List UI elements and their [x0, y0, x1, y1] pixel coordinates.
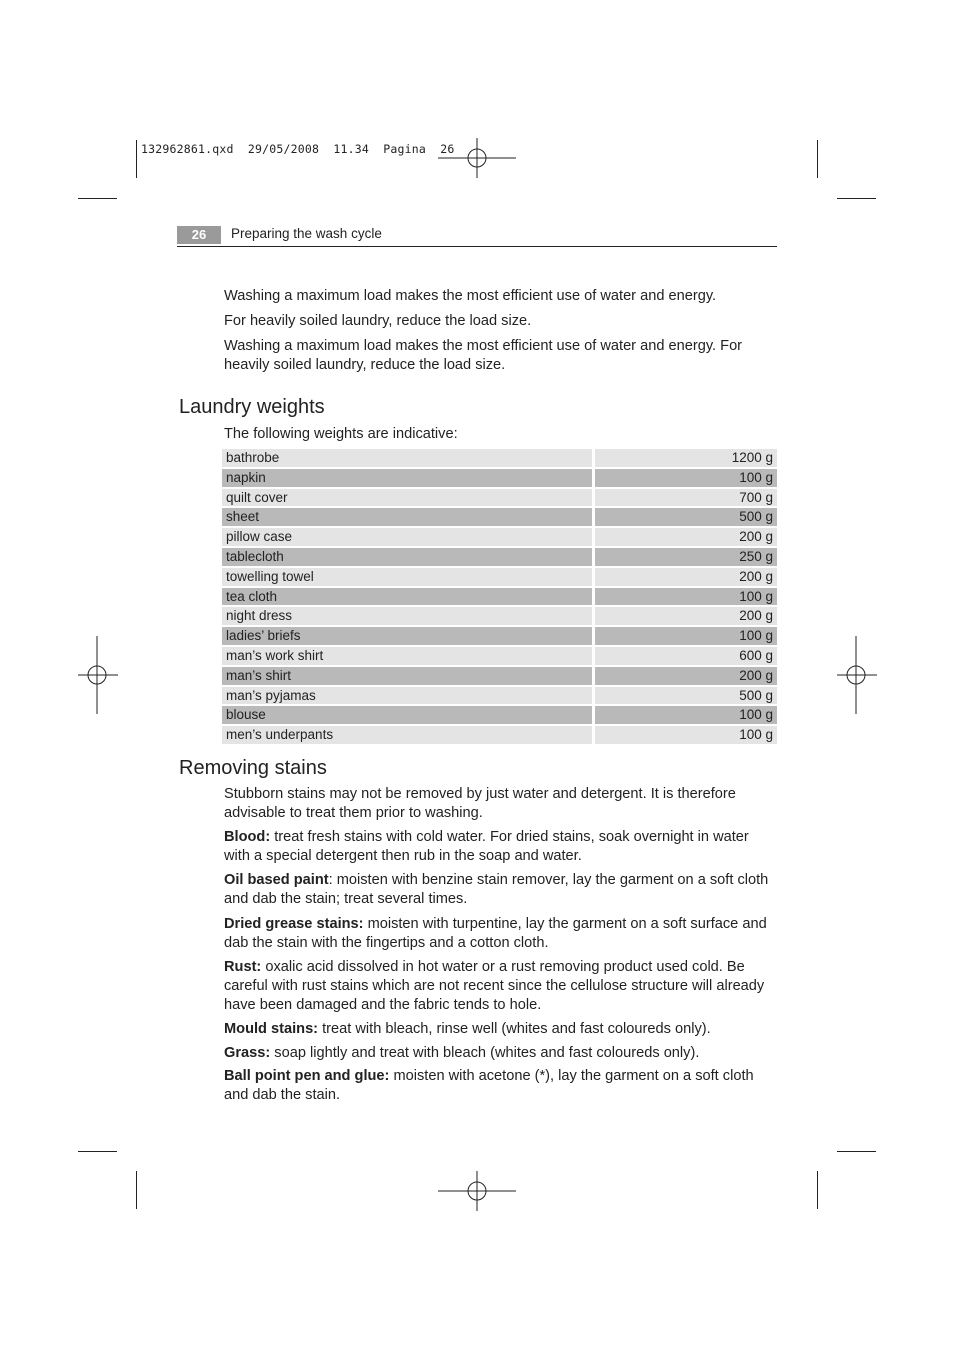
laundry-item-weight: 100 g [595, 726, 777, 744]
table-row [222, 489, 777, 507]
intro-paragraph: For heavily soiled laundry, reduce the load size. [224, 313, 532, 329]
table-row [222, 667, 777, 685]
laundry-item-name: bathrobe [222, 449, 595, 467]
crop-mark [837, 1151, 876, 1152]
stain-label: Ball point pen and glue: [224, 1068, 390, 1084]
laundry-item-weight: 100 g [595, 469, 777, 487]
laundry-item-name: tablecloth [222, 548, 595, 566]
stain-label: Blood: [224, 829, 271, 845]
table-row [222, 548, 777, 566]
laundry-item-weight: 600 g [595, 647, 777, 665]
stain-label: Rust: [224, 959, 262, 975]
stain-text: treat fresh stains with cold water. For dried stains, soak overnight in water with a special detergent then rub in the soap and water. [224, 829, 749, 864]
section-title-removing-stains: Removing stains [179, 757, 327, 779]
laundry-item-weight: 250 g [595, 548, 777, 566]
stain-label: Oil based paint [224, 872, 329, 888]
stain-text: : moisten with benzine stain remover, lay the garment on a soft cloth and dab the stain; treat several times. [224, 872, 769, 907]
page-number: 26 [177, 226, 221, 244]
registration-mark-icon [438, 1171, 516, 1211]
laundry-item-name: quilt cover [222, 489, 595, 507]
crop-mark [136, 140, 137, 178]
crop-mark [136, 1171, 137, 1209]
stain-label: Dried grease stains: [224, 916, 364, 932]
stains-intro: Stubborn stains may not be removed by just water and detergent. It is therefore advisable to treat them prior to washing. [224, 786, 736, 821]
laundry-item-weight: 1200 g [595, 449, 777, 467]
laundry-item-name: towelling towel [222, 568, 595, 586]
running-header [177, 224, 777, 247]
laundry-item-name: men’s underpants [222, 726, 595, 744]
registration-mark-icon [837, 636, 877, 714]
laundry-item-weight: 500 g [595, 687, 777, 705]
crop-mark [817, 140, 818, 178]
laundry-item-name: man’s work shirt [222, 647, 595, 665]
stain-text: moisten with turpentine, lay the garment on a soft surface and dab the stain with the fingertips and a cotton cloth. [224, 916, 767, 951]
table-row [222, 449, 777, 467]
laundry-weights-table [222, 447, 777, 746]
laundry-item-name: blouse [222, 706, 595, 724]
laundry-item-weight: 100 g [595, 706, 777, 724]
laundry-item-name: man’s shirt [222, 667, 595, 685]
crop-mark [78, 198, 117, 199]
laundry-item-name: sheet [222, 508, 595, 526]
intro-paragraph: Washing a maximum load makes the most efficient use of water and energy. [224, 288, 717, 304]
laundry-item-name: man’s pyjamas [222, 687, 595, 705]
stain-item [224, 1020, 776, 1039]
print-slug: 132962861.qxd 29/05/2008 11.34 Pagina 26 [141, 142, 455, 156]
stain-item [224, 871, 776, 909]
laundry-item-name: tea cloth [222, 588, 595, 606]
crop-mark [78, 1151, 117, 1152]
table-row [222, 687, 777, 705]
header-title: Preparing the wash cycle [231, 226, 382, 241]
table-row [222, 469, 777, 487]
laundry-item-weight: 200 g [595, 528, 777, 546]
stain-label: Grass: [224, 1045, 271, 1061]
table-row [222, 607, 777, 625]
stain-item [224, 958, 776, 1015]
stain-item [224, 1067, 776, 1105]
stain-label: Mould stains: [224, 1021, 319, 1037]
laundry-item-weight: 200 g [595, 667, 777, 685]
laundry-item-name: ladies’ briefs [222, 627, 595, 645]
laundry-item-weight: 100 g [595, 627, 777, 645]
crop-mark [837, 198, 876, 199]
stain-text: moisten with acetone (*), lay the garment on a soft cloth and dab the stain. [224, 1068, 754, 1103]
table-row [222, 627, 777, 645]
laundry-item-name: night dress [222, 607, 595, 625]
table-row [222, 568, 777, 586]
table-row [222, 726, 777, 744]
stain-item [224, 915, 776, 953]
laundry-lead: The following weights are indicative: [224, 426, 458, 442]
stain-item [224, 1044, 776, 1063]
laundry-item-name: napkin [222, 469, 595, 487]
laundry-item-weight: 500 g [595, 508, 777, 526]
laundry-item-weight: 200 g [595, 607, 777, 625]
stain-text: oxalic acid dissolved in hot water or a rust removing product used cold. Be careful with rust stains which are not recent since the cellulose structure will already have been damaged and the fabric tends to hole. [224, 959, 765, 1013]
laundry-item-name: pillow case [222, 528, 595, 546]
section-title-laundry-weights: Laundry weights [179, 396, 325, 418]
table-row [222, 706, 777, 724]
stain-text: treat with bleach, rinse well (whites and fast coloureds only). [318, 1021, 711, 1037]
table-row [222, 588, 777, 606]
laundry-item-weight: 200 g [595, 568, 777, 586]
registration-mark-icon [78, 636, 118, 714]
laundry-item-weight: 700 g [595, 489, 777, 507]
table-row [222, 508, 777, 526]
table-row [222, 528, 777, 546]
stain-text: soap lightly and treat with bleach (whites and fast coloureds only). [270, 1045, 700, 1061]
stain-item [224, 828, 776, 866]
laundry-item-weight: 100 g [595, 588, 777, 606]
table-row [222, 647, 777, 665]
crop-mark [817, 1171, 818, 1209]
intro-paragraph: Washing a maximum load makes the most efficient use of water and energy. For heavily soiled laundry, reduce the load size. [224, 338, 743, 373]
